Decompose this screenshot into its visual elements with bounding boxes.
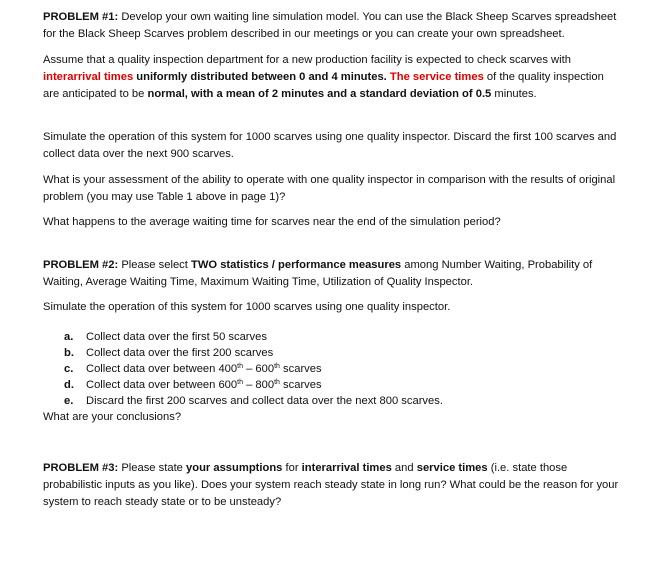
waiting-time-question: What happens to the average waiting time for scarves near the end of the simulation period?	[43, 216, 501, 228]
list-text: – 600	[242, 363, 275, 375]
problem-1-text: Develop your own waiting line simulation model. You can use the Black Sheep Scarves spreadsheet for the Black Sheep Scarves problem described in our meetings or you can create your own spreadsheet.	[43, 11, 617, 40]
list-text: Discard the first 200 scarves and collect data over the next 800 scarves.	[86, 395, 443, 407]
list-text: Collect data over the first 200 scarves	[86, 347, 274, 359]
problem-1-assumption-paragraph	[43, 52, 623, 103]
uniform-distribution-text: uniformly distributed between 0 and 4 minutes.	[133, 71, 387, 83]
problem-1-title: PROBLEM #1:	[43, 11, 119, 23]
list-label: b.	[64, 347, 74, 359]
list-text: scarves	[279, 363, 322, 375]
problem-2-text-2: among Number Waiting, Probability of Waiting, Average Waiting Time, Maximum Waiting Time, Utilization of Quality Inspector.	[43, 259, 593, 288]
ordinal-suffix: th	[237, 379, 243, 386]
assumption-text-2: of the quality inspection are anticipated to be	[43, 71, 604, 100]
assessment-question: What is your assessment of the ability to operate with one quality inspector in comparison with the results of original problem (you may use Table 1 above in page 1)?	[43, 174, 616, 203]
ordinal-suffix: th	[274, 363, 280, 370]
simulate-instruction-2: Simulate the operation of this system for 1000 scarves using one quality inspector.	[43, 301, 451, 313]
problem-3-text-1: Please state	[118, 462, 187, 474]
ordinal-suffix: th	[237, 363, 243, 370]
problem-3-paragraph	[43, 460, 623, 511]
problem-1-paragraph	[43, 9, 623, 43]
list-label: a.	[64, 331, 74, 343]
assumption-text-3: minutes.	[491, 88, 537, 100]
assumptions-highlight: your assumptions	[186, 462, 283, 474]
list-label: e.	[64, 395, 74, 407]
normal-distribution-text: normal, with a mean of 2 minutes and a standard deviation of 0.5	[147, 88, 492, 100]
list-text: Collect data over between 600	[86, 379, 238, 391]
conclusions-question: What are your conclusions?	[43, 411, 182, 423]
list-item	[43, 377, 623, 393]
service-times-bold: service times	[416, 462, 488, 474]
list-text: Collect data over the first 50 scarves	[86, 331, 267, 343]
problem-2-title: PROBLEM #2:	[43, 259, 119, 271]
interarrival-highlight: interarrival times	[301, 462, 392, 474]
problem-3-text-3: and	[391, 462, 417, 474]
assumption-text-1: Assume that a quality inspection department for a new production facility is expected to check scarves with	[43, 54, 571, 66]
list-item	[43, 345, 623, 361]
problem-2-text-1: Please select	[118, 259, 191, 271]
task-list	[43, 329, 623, 409]
simulate-instruction-1: Simulate the operation of this system for 1000 scarves using one quality inspector. Discard the first 100 scarves and collect data over the next 900 scarves.	[43, 131, 617, 160]
list-text: scarves	[279, 379, 322, 391]
list-label: d.	[64, 379, 74, 391]
problem-2-paragraph	[43, 257, 623, 291]
list-label: c.	[64, 363, 74, 375]
statistics-highlight: TWO statistics / performance measures	[190, 259, 402, 271]
list-text: – 800	[242, 379, 275, 391]
problem-3-title: PROBLEM #3:	[43, 462, 119, 474]
problem-3-text-2: for	[282, 462, 302, 474]
list-item	[43, 329, 623, 345]
document-body	[43, 9, 623, 511]
ordinal-suffix: th	[274, 379, 280, 386]
service-times-highlight: The service times	[389, 71, 484, 83]
problem-3-text-4: (i.e. state those probabilistic inputs as you like). Does your system reach steady state in long run? What could be the reason for your system to reach steady state or to be unsteady?	[43, 462, 619, 508]
list-item	[43, 361, 623, 377]
list-item	[43, 393, 623, 409]
interarrival-times-highlight: interarrival times	[43, 71, 134, 83]
list-text: Collect data over between 400	[86, 363, 238, 375]
